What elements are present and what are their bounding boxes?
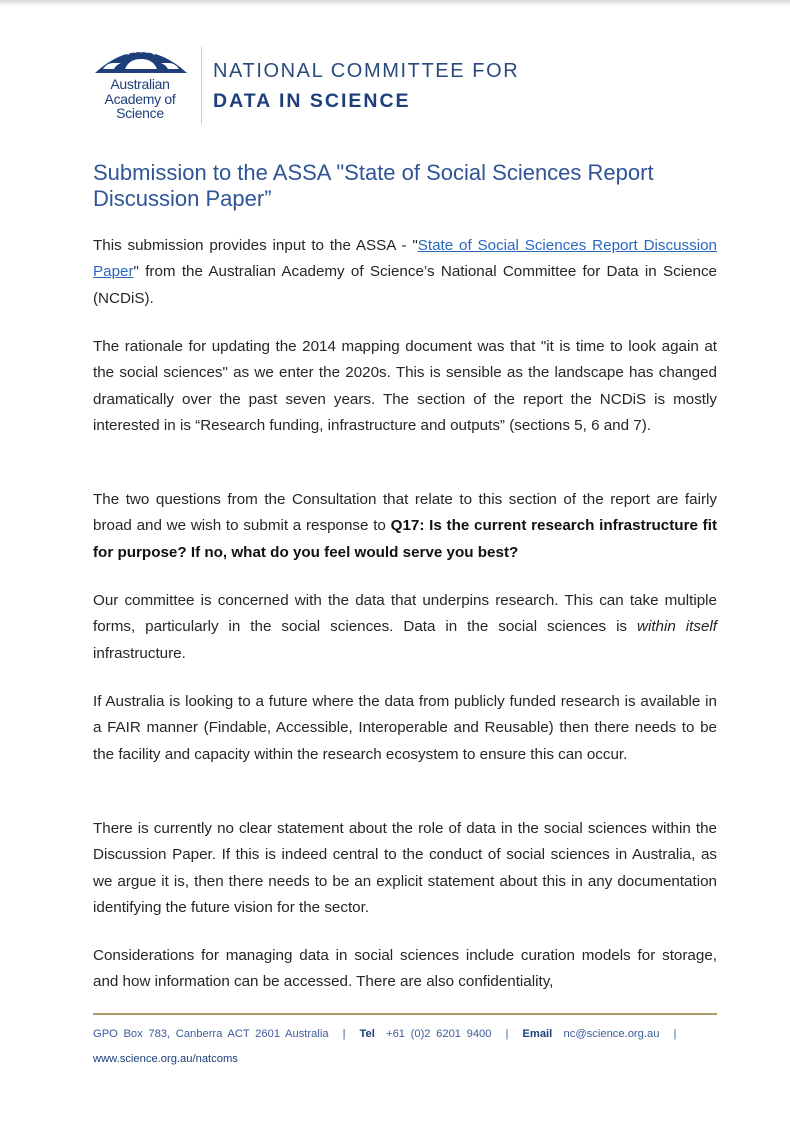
academy-name-line: Science	[116, 105, 164, 121]
discussion-paper-link[interactable]: State of Social Sciences Report Discussion Paper	[93, 237, 718, 281]
footer-tel-value: +61 (0)2 6201 9400	[386, 1028, 492, 1040]
emphasis-text: within itself	[636, 618, 717, 636]
footer-address: GPO Box 783, Canberra ACT 2601 Australia	[93, 1028, 329, 1040]
q17-question: Q17: Is the current research infrastructure fit for purpose? If no, what do you feel would serve you best?	[93, 517, 717, 561]
paragraph-questions	[93, 487, 717, 566]
paragraph-intro	[93, 233, 717, 312]
footer-contact	[93, 1028, 733, 1040]
footer-rule	[93, 1013, 717, 1015]
footer-email-label: Email	[522, 1028, 553, 1040]
academy-name-line: Academy of	[104, 90, 176, 107]
academy-logo	[92, 45, 192, 127]
page-top-shadow	[0, 0, 790, 6]
footer-email-link[interactable]: nc@science.org.au	[563, 1028, 660, 1040]
footer-separator: |	[342, 1028, 346, 1040]
footer-separator: |	[505, 1028, 509, 1040]
paragraph-considerations: Considerations for managing data in social sciences include curation models for storage, and how information can be accessed. There are also confidentiality,	[93, 947, 717, 991]
intro-text-after: " from the Australian Academy of Science’s National Committee for Data in Science (NCDiS).	[93, 263, 717, 307]
academy-arch-icon	[93, 45, 189, 75]
committee-name-line2: DATA IN SCIENCE	[213, 90, 411, 112]
intro-text: This submission provides input to the ASSA - "	[93, 237, 418, 254]
footer-tel-label: Tel	[359, 1028, 375, 1040]
footer-separator: |	[673, 1028, 677, 1040]
committee-name-line1: NATIONAL COMMITTEE FOR	[213, 60, 520, 82]
paragraph-fair: If Australia is looking to a future where the data from publicly funded research is available in a FAIR manner (Findable, Accessible, Interoperable and Reusable) then there needs to be the facility and capacity within the research ecosystem to ensure this can occur.	[93, 693, 717, 763]
committee-text: Our committee is concerned with the data that underpins research. This can take multiple forms, particularly in the social sciences. Data in the social sciences is	[93, 592, 717, 636]
paragraph-committee	[93, 588, 717, 667]
logo-divider	[201, 47, 202, 124]
committee-text-after: infrastructure.	[93, 644, 186, 662]
paragraph-rationale: The rationale for updating the 2014 mapping document was that "it is time to look again at the social sciences" as we enter the 2020s. This is sensible as the landscape has changed dramatically over the past seven years. The section of the report the NCDiS is mostly interested in is “Research funding, infrastructure and outputs” (sections 5, 6 and 7).	[93, 338, 717, 434]
academy-name-line: Australian	[110, 76, 170, 92]
questions-text: The two questions from the Consultation that relate to this section of the report are fairly broad and we wish to submit a response to	[93, 491, 717, 535]
academy-name	[92, 77, 188, 121]
paragraph-role-of-data: There is currently no clear statement about the role of data in the social sciences within the Discussion Paper. If this is indeed central to the conduct of social sciences in Australia, as we argue it is, then there needs to be an explicit statement about this in any documentation identifying the future vision for the sector.	[93, 820, 717, 916]
footer-website-link[interactable]: www.science.org.au/natcoms	[93, 1053, 238, 1065]
document-title: Submission to the ASSA "State of Social Sciences Report Discussion Paper”	[93, 160, 654, 211]
